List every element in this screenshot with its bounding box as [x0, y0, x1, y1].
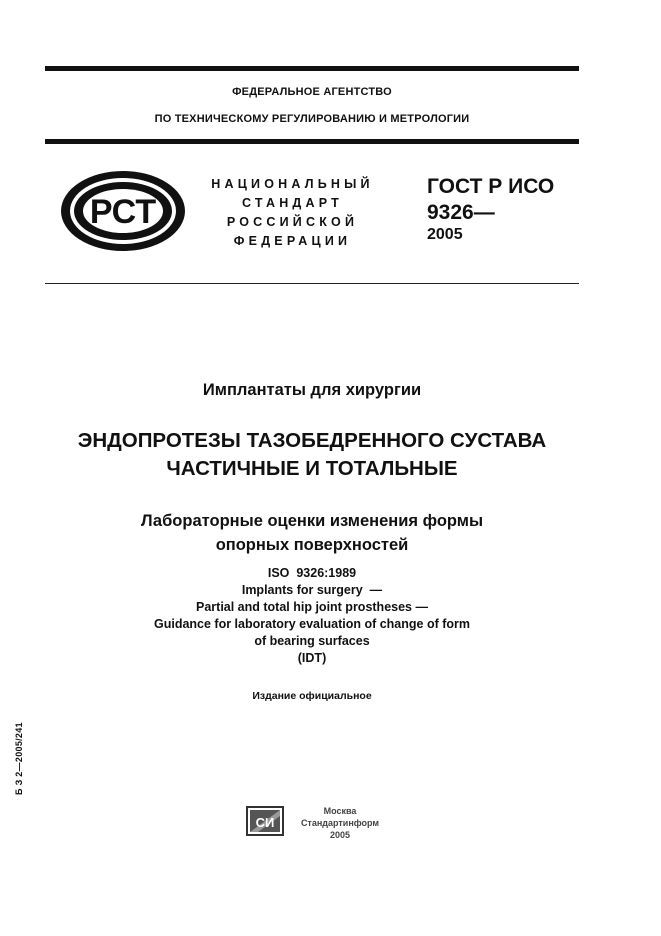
edition-label: Издание официальное [252, 690, 372, 702]
gost-line-2: 9326— [427, 201, 495, 224]
part-title [45, 509, 579, 557]
top-rule [45, 66, 579, 71]
iso-line-5: of bearing surfaces [254, 634, 370, 648]
main-title [45, 427, 579, 483]
publisher-name: Стандартинформ [300, 818, 380, 828]
national-line-1: НАЦИОНАЛЬНЫЙ [211, 177, 374, 191]
gost-year: 2005 [427, 226, 463, 243]
gost-line-1: ГОСТ Р ИСО [427, 175, 555, 198]
publisher-block [292, 805, 388, 841]
main-title-line-1: ЭНДОПРОТЕЗЫ ТАЗОБЕДРЕННОГО СУСТАВА [77, 429, 547, 452]
publisher-year: 2005 [329, 830, 351, 840]
main-title-line-2: ЧАСТИЧНЫЕ И ТОТАЛЬНЫЕ [166, 457, 458, 480]
side-code: Б З 2—2005/241 [14, 722, 24, 795]
iso-block [45, 565, 579, 667]
part-title-line-1: Лабораторные оценки изменения формы [140, 512, 484, 530]
logo-rule [45, 283, 579, 284]
national-line-2: СТАНДАРТ [242, 196, 343, 210]
standartinform-logo-icon [246, 806, 284, 836]
subtitle: Имплантаты для хирургии [202, 381, 422, 399]
rst-logo-icon [58, 168, 188, 254]
rst-logo-text: РСТ [89, 193, 157, 231]
standartinform-logo-text: СИ [255, 815, 275, 830]
iso-line-3: Partial and total hip joint prostheses — [196, 600, 428, 614]
national-standard-block [200, 175, 385, 251]
iso-line-4: Guidance for laboratory evaluation of change of form [153, 617, 470, 631]
part-title-line-2: опорных поверхностей [215, 536, 409, 554]
iso-line-6: (IDT) [297, 651, 327, 665]
gost-designation [427, 174, 554, 226]
agency-line-2: ПО ТЕХНИЧЕСКОМУ РЕГУЛИРОВАНИЮ И МЕТРОЛОГИИ [154, 113, 470, 125]
agency-line-1: ФЕДЕРАЛЬНОЕ АГЕНТСТВО [232, 86, 392, 98]
national-line-4: ФЕДЕРАЦИИ [233, 234, 352, 248]
iso-line-1: ISO 9326:1989 [267, 566, 357, 580]
iso-line-2: Implants for surgery — [241, 583, 383, 597]
national-line-3: РОССИЙСКОЙ [226, 215, 359, 229]
header-rule [45, 139, 579, 144]
publisher-city: Москва [323, 806, 357, 816]
